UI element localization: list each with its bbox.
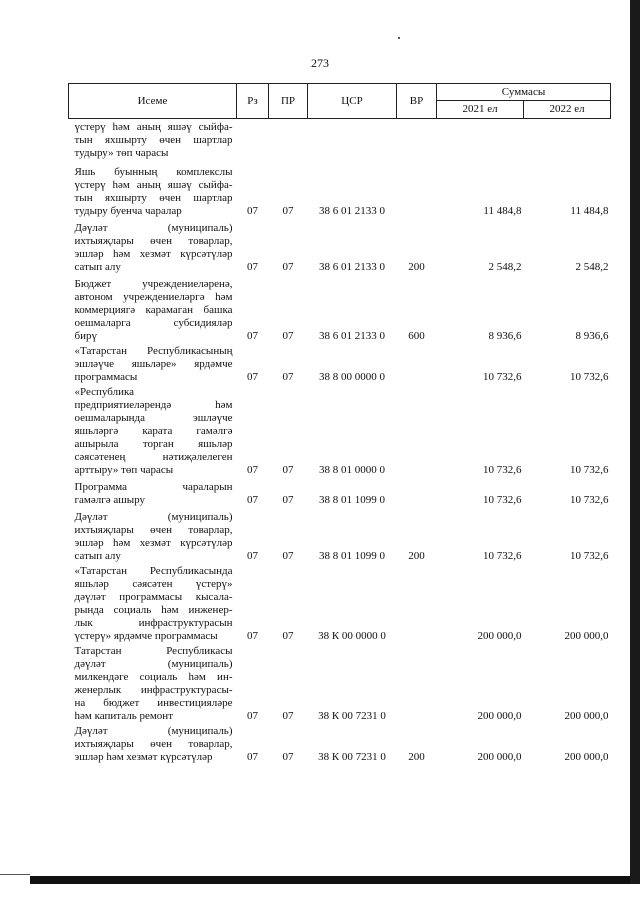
row-name-line: предприятиеләрендә һәм [74,399,233,411]
budget-table [68,83,611,764]
row-name-line: «Татарстан Республикасында [74,565,233,577]
table-header [69,84,611,119]
table-row [69,507,611,563]
row-rz: 07 [247,494,258,506]
row-name [69,384,237,477]
row-amount-2022: 8 936,6 [575,330,609,342]
row-csr: 38 К 00 7231 0 [318,751,386,763]
table-row [69,563,611,643]
row-csr: 38 8 01 1099 0 [319,494,385,506]
row-name [69,343,237,384]
row-name-line: гамәлгә ашыру [74,494,145,506]
row-vr [397,160,437,218]
row-name-line: үстерү һәм аның яшәү сыйфа- [74,179,233,191]
row-name [69,274,237,343]
table-row [69,384,611,477]
row-name-line: тын яхшырту өчен шартлар [74,192,233,204]
row-name-line: ашырыла торган яшьләр [74,438,233,450]
header-pr: ПР [269,84,308,119]
row-name-line: тудыру буенча чаралар [74,205,182,217]
row-name-line: тудыру» төп чарасы [74,147,169,159]
row-name-line: программасы [74,371,138,383]
table-row [69,119,611,161]
row-name-line: эшләр һәм хезмәт күрсәтүләр [74,751,213,763]
row-name-line: Программа чараларын [74,481,233,493]
row-name-line: Дәүләт (муниципаль) [74,511,233,523]
row-name-line: ихтыяҗлары өчен товарлар, [74,524,233,536]
row-amount-2021: 10 732,6 [483,550,522,562]
row-amount-2021: 10 732,6 [483,494,522,506]
row-name [69,218,237,274]
row-name-line: милкендәге социаль һәм ин- [74,671,233,683]
row-amount-2021: 200 000,0 [477,751,522,763]
row-rz: 07 [247,261,258,273]
table-row [69,160,611,218]
row-name-line: Татарстан Республикасы [74,645,233,657]
row-name-line: яшьләр сәясәтен үстерү» [74,578,233,590]
row-vr [397,563,437,643]
row-name-line: Дәүләт (муниципаль) [74,725,233,737]
page-number: 273 [311,56,329,70]
row-amount-2022: 10 732,6 [570,371,609,383]
row-name-line: сатып алу [74,261,121,273]
row-name-line: ихтыяҗлары өчен товарлар, [74,738,233,750]
row-amount-2021: 200 000,0 [477,710,522,722]
row-name-line: на бюджет инвестицияләре [74,697,233,709]
row-name-line: үстерү» ярдәмче программасы [74,630,218,642]
scan-edge-line [0,874,30,875]
row-name-line: «Республика [74,386,135,398]
row-name-line: Бюджет учреждениеләренә, [74,278,233,290]
header-rz: Рз [237,84,269,119]
row-name-line: дәүләт (муниципаль) [74,658,233,670]
row-rz: 07 [247,371,258,383]
row-name-line: коммерциягә карамаган башка [74,304,233,316]
row-amount-2021 [437,119,524,161]
row-name-line: лык инфраструктурасын [74,617,233,629]
row-name-line: сәясәтенең нәтиҗәлелеген [74,451,233,463]
row-name [69,160,237,218]
row-vr: 600 [408,330,425,342]
row-pr: 07 [282,630,294,642]
row-vr: 200 [408,751,425,763]
row-amount-2022: 200 000,0 [564,710,609,722]
row-name [69,119,237,161]
row-amount-2022 [524,119,611,161]
header-name: Исеме [69,84,237,119]
row-csr: 38 К 00 7231 0 [318,710,386,722]
row-pr: 07 [282,550,294,562]
row-name-line: үстерү һәм аның яшәү сыйфа- [74,121,233,133]
header-csr: ЦСР [308,84,397,119]
scan-border-bottom [30,876,638,884]
row-csr: 38 6 01 2133 0 [319,261,385,273]
row-rz: 07 [247,630,258,642]
row-pr: 07 [282,710,294,722]
row-pr: 07 [282,205,294,217]
table-row [69,274,611,343]
row-vr: 200 [408,550,425,562]
row-amount-2021: 8 936,6 [488,330,522,342]
row-vr [397,477,437,507]
row-rz: 07 [247,751,258,763]
row-csr: 38 8 01 1099 0 [319,550,385,562]
row-rz: 07 [247,205,258,217]
row-name [69,477,237,507]
row-pr: 07 [282,330,294,342]
table-body [69,119,611,765]
row-name-line: эшләр һәм хезмәт күрсәтүләр [74,248,233,260]
row-name [69,643,237,723]
row-name-line: «Татарстан Республикасының [74,345,233,357]
row-name-line: Яшь буынның комплекслы [74,166,233,178]
table-row [69,723,611,764]
row-name-line: эшләүче яшьләре» ярдәмче [74,358,233,370]
row-name-line: арттыру» төп чарасы [74,464,174,476]
row-csr: 38 6 01 2133 0 [319,205,385,217]
scan-border-right [630,0,640,884]
row-rz: 07 [247,710,258,722]
row-amount-2022: 10 732,6 [570,464,609,476]
row-pr: 07 [282,261,294,273]
row-name-line: автоном учреждениеләргә һәм [74,291,233,303]
row-amount-2022: 200 000,0 [564,751,609,763]
row-amount-2022: 10 732,6 [570,494,609,506]
header-sums: Суммасы [437,84,611,101]
row-name-line: Дәүләт (муниципаль) [74,222,233,234]
row-name-line: ихтыяҗлары өчен товарлар, [74,235,233,247]
header-vr: ВР [397,84,437,119]
table-row [69,643,611,723]
header-year-2022: 2022 ел [524,101,611,119]
row-vr [397,643,437,723]
row-csr: 38 8 01 0000 0 [319,464,385,476]
row-name-line: оешмаларга субсидияләр [74,317,233,329]
row-name-line: сатып алу [74,550,121,562]
row-rz [237,119,269,161]
row-vr: 200 [408,261,425,273]
row-csr [308,119,397,161]
row-name-line: тын яхшырту өчен шартлар [74,134,233,146]
row-name-line: оешмаларында эшләүче [74,412,233,424]
row-rz: 07 [247,550,258,562]
row-pr: 07 [282,494,294,506]
row-amount-2021: 10 732,6 [483,464,522,476]
row-csr: 38 8 00 0000 0 [319,371,385,383]
header-year-2021: 2021 ел [437,101,524,119]
row-amount-2022: 11 484,8 [570,205,609,217]
row-vr [397,384,437,477]
row-name [69,563,237,643]
row-vr [397,119,437,161]
row-name-line: женерлык инфраструктурасы- [74,684,233,696]
table-row [69,218,611,274]
row-rz: 07 [247,330,258,342]
scan-speck [398,37,400,39]
table-row [69,477,611,507]
row-name-line: һәм капиталь ремонт [74,710,173,722]
row-name [69,723,237,764]
row-pr [269,119,308,161]
row-name [69,507,237,563]
row-amount-2022: 10 732,6 [570,550,609,562]
row-amount-2022: 200 000,0 [564,630,609,642]
row-name-line: яшьләргә карата гамәлгә [74,425,233,437]
row-name-line: эшләр һәм хезмәт күрсәтүләр [74,537,233,549]
row-amount-2021: 200 000,0 [477,630,522,642]
row-pr: 07 [282,751,294,763]
row-amount-2021: 11 484,8 [483,205,522,217]
row-csr: 38 К 00 0000 0 [318,630,386,642]
row-amount-2022: 2 548,2 [575,261,609,273]
row-name-line: рында социаль һәм инженер- [74,604,233,616]
row-name-line: бирү [74,330,97,342]
row-amount-2021: 2 548,2 [488,261,522,273]
row-name-line: дәүләт программасы кысала- [74,591,233,603]
row-amount-2021: 10 732,6 [483,371,522,383]
row-rz: 07 [247,464,258,476]
row-pr: 07 [282,464,294,476]
row-vr [397,343,437,384]
table-row [69,343,611,384]
row-pr: 07 [282,371,294,383]
row-csr: 38 6 01 2133 0 [319,330,385,342]
